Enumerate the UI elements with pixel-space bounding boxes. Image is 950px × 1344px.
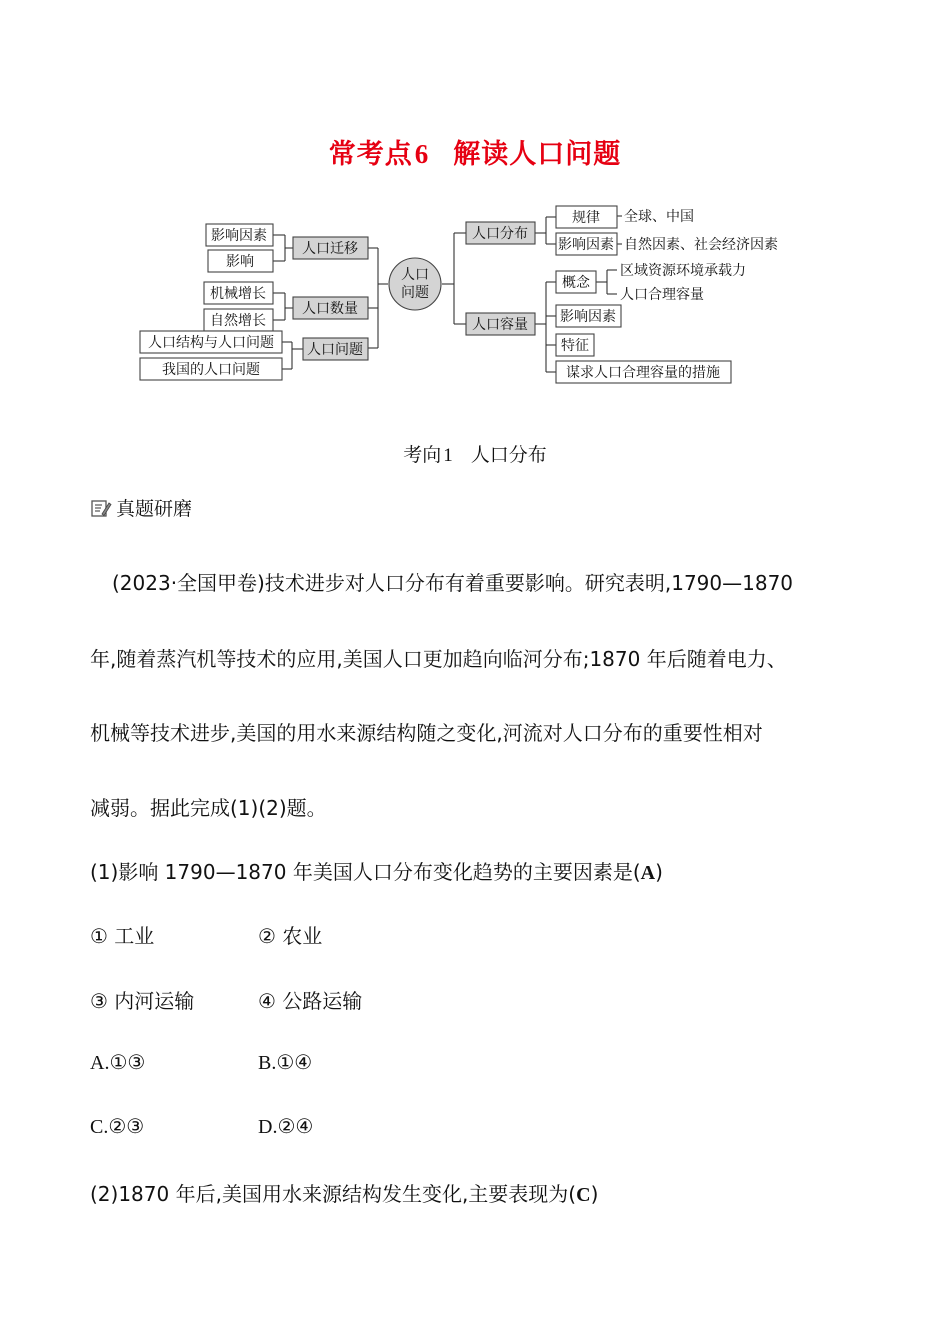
node-capacity — [466, 313, 535, 335]
node-distribution-pattern — [556, 206, 617, 228]
q1-option-d: D.②④ — [258, 1116, 314, 1138]
section-label — [90, 494, 192, 521]
q1-item-1: ① 工业 — [90, 924, 155, 948]
q1-option-c: C.②③ — [90, 1116, 145, 1138]
subheading-text: 人口分布 — [470, 444, 547, 466]
subheading-number: 1 — [443, 445, 453, 466]
svg-text:谋求人口合理容量的措施: 谋求人口合理容量的措施 — [566, 365, 720, 381]
center-node — [389, 258, 441, 310]
node-problem — [303, 338, 368, 360]
svg-text:影响: 影响 — [226, 254, 254, 270]
svg-text:影响因素: 影响因素 — [211, 228, 267, 244]
svg-text:自然增长: 自然增长 — [210, 313, 266, 329]
question-2-close: ) — [590, 1182, 599, 1206]
distribution-pattern-detail: 全球、中国 — [624, 209, 694, 225]
node-quantity-label: 人口数量 — [302, 301, 358, 317]
svg-text:影响因素: 影响因素 — [558, 237, 614, 253]
node-natural-growth — [204, 309, 273, 331]
passage-line-2: 年,随着蒸汽机等技术的应用,美国人口更加趋向临河分布;1870 年后随着电力、 — [90, 647, 787, 671]
subheading-prefix: 考向 — [403, 444, 442, 466]
node-capacity-label: 人口容量 — [472, 317, 528, 333]
question-1-stem — [90, 856, 663, 885]
svg-text:规律: 规律 — [572, 210, 600, 226]
title-text: 解读人口问题 — [453, 139, 622, 170]
concept-detail-2: 人口合理容量 — [620, 287, 704, 303]
node-distribution-label: 人口分布 — [472, 226, 528, 242]
node-capacity-factors — [556, 305, 621, 327]
mind-map-diagram — [130, 196, 820, 392]
svg-text:人口结构与人口问题: 人口结构与人口问题 — [148, 335, 274, 351]
q1-item-2: ② 农业 — [258, 924, 323, 948]
node-population-structure — [140, 331, 282, 353]
node-china-population — [140, 358, 282, 380]
distribution-factors-detail: 自然因素、社会经济因素 — [624, 237, 778, 253]
question-1-answer: A — [640, 862, 656, 884]
svg-text:影响因素: 影响因素 — [560, 309, 616, 325]
section-subheading — [0, 440, 950, 467]
node-migration-factors — [206, 224, 273, 246]
concept-detail-1: 区域资源环境承载力 — [620, 263, 746, 279]
node-capacity-concept — [556, 271, 596, 293]
title-prefix: 常考点 — [328, 139, 413, 170]
svg-text:概念: 概念 — [562, 275, 590, 291]
node-distribution-factors — [556, 233, 617, 255]
passage-line-3: 机械等技术进步,美国的用水来源结构随之变化,河流对人口分布的重要性相对 — [90, 721, 763, 745]
q1-item-3: ③ 内河运输 — [90, 989, 195, 1013]
section-label-text: 真题研磨 — [116, 498, 193, 520]
question-2-text: (2)1870 年后,美国用水来源结构发生变化,主要表现为( — [90, 1182, 577, 1206]
question-1-text: (1)影响 1790—1870 年美国人口分布变化趋势的主要因素是( — [90, 860, 641, 884]
svg-text:我国的人口问题: 我国的人口问题 — [162, 362, 260, 378]
node-capacity-features — [556, 334, 594, 356]
node-problem-label: 人口问题 — [307, 342, 363, 358]
q1-item-4: ④ 公路运输 — [258, 989, 363, 1013]
q1-option-a: A.①③ — [90, 1052, 146, 1074]
title-number: 6 — [414, 139, 430, 169]
question-2-stem — [90, 1178, 598, 1207]
node-migration-effects — [208, 250, 273, 272]
node-quantity — [293, 297, 368, 319]
svg-text:机械增长: 机械增长 — [210, 286, 266, 302]
question-2-answer: C — [576, 1184, 591, 1206]
edit-note-icon — [90, 497, 112, 519]
passage-line-1: (2023·全国甲卷)技术进步对人口分布有着重要影响。研究表明,1790—1870 — [112, 571, 794, 595]
node-capacity-measures — [556, 361, 731, 383]
node-distribution — [466, 222, 535, 244]
node-migration-label: 人口迁移 — [302, 241, 358, 257]
question-1-close: ) — [655, 860, 663, 884]
page-title — [0, 132, 950, 171]
node-mechanical-growth — [204, 282, 273, 304]
q1-option-b: B.①④ — [258, 1052, 313, 1074]
center-line-2: 问题 — [401, 285, 429, 301]
passage-line-4: 减弱。据此完成(1)(2)题。 — [90, 796, 327, 820]
svg-text:特征: 特征 — [561, 338, 589, 354]
node-migration — [293, 237, 368, 259]
center-line-1: 人口 — [401, 267, 429, 283]
